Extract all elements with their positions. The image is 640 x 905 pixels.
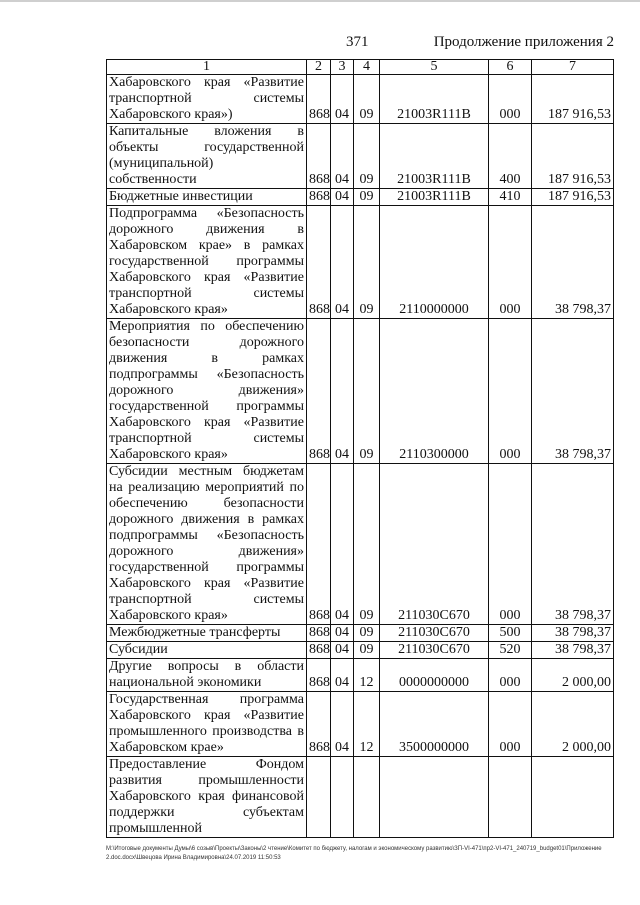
top-edge-line — [0, 0, 640, 2]
row-section: 04 — [331, 659, 354, 692]
row-expense-type — [489, 757, 532, 838]
row-ministry: 868 — [307, 692, 331, 757]
row-name: Межбюджетные трансферты — [107, 625, 307, 642]
row-target-article — [380, 757, 489, 838]
table-row — [107, 464, 614, 625]
row-ministry: 868 — [307, 642, 331, 659]
row-amount: 38 798,37 — [532, 642, 614, 659]
row-expense-type: 000 — [489, 206, 532, 319]
row-section: 04 — [331, 692, 354, 757]
row-subsection: 09 — [354, 319, 380, 464]
col-header: 6 — [489, 60, 532, 75]
row-amount: 38 798,37 — [532, 625, 614, 642]
row-amount: 2 000,00 — [532, 692, 614, 757]
row-amount: 38 798,37 — [532, 319, 614, 464]
page-number: 371 — [346, 34, 369, 50]
row-name: Государственная программа Хабаровского края «Развитие промышленного производства в Хабаровском крае» — [107, 692, 307, 757]
row-expense-type: 410 — [489, 189, 532, 206]
row-subsection: 09 — [354, 189, 380, 206]
row-expense-type: 520 — [489, 642, 532, 659]
table-row — [107, 319, 614, 464]
row-name: Хабаровского края «Развитие транспортной системы Хабаровского края») — [107, 75, 307, 124]
continuation-label: Продолжение приложения 2 — [433, 34, 614, 50]
row-ministry: 868 — [307, 124, 331, 189]
row-ministry: 868 — [307, 189, 331, 206]
row-amount: 187 916,53 — [532, 189, 614, 206]
row-name: Субсидии — [107, 642, 307, 659]
table-row — [107, 757, 614, 838]
row-section: 04 — [331, 319, 354, 464]
row-ministry: 868 — [307, 75, 331, 124]
col-header: 7 — [532, 60, 614, 75]
table-row — [107, 692, 614, 757]
row-target-article: 21003R111B — [380, 124, 489, 189]
row-subsection: 09 — [354, 206, 380, 319]
table-row — [107, 124, 614, 189]
row-expense-type: 000 — [489, 692, 532, 757]
row-ministry: 868 — [307, 206, 331, 319]
row-expense-type: 000 — [489, 319, 532, 464]
document-path-footer: M:\Итоговые документы Думы\6 созыв\Проекты\Законы\2 чтение\Комитет по бюджету, налогам и экономическому развитию\ЗП-VI-471\пр2-VI-471_240719_budget01\Приложение 2.doc.docx\Швецова Ирина Владимировна\24.07.2019 11:50:53 — [106, 846, 602, 861]
table-row — [107, 206, 614, 319]
row-section: 04 — [331, 642, 354, 659]
row-expense-type: 500 — [489, 625, 532, 642]
row-expense-type: 000 — [489, 464, 532, 625]
row-section — [331, 757, 354, 838]
row-ministry: 868 — [307, 659, 331, 692]
row-section: 04 — [331, 206, 354, 319]
row-target-article: 3500000000 — [380, 692, 489, 757]
col-header: 2 — [307, 60, 331, 75]
table-row — [107, 625, 614, 642]
row-subsection: 12 — [354, 659, 380, 692]
row-name: Предоставление Фондом развития промышленности Хабаровского края финансовой поддержки субъектам промышленной — [107, 757, 307, 838]
header-row — [107, 60, 614, 75]
row-ministry: 868 — [307, 464, 331, 625]
table-row — [107, 189, 614, 206]
row-amount — [532, 757, 614, 838]
col-header: 1 — [107, 60, 307, 75]
row-subsection: 09 — [354, 625, 380, 642]
row-ministry — [307, 757, 331, 838]
row-target-article: 2110000000 — [380, 206, 489, 319]
row-target-article: 211030C670 — [380, 625, 489, 642]
row-amount: 38 798,37 — [532, 206, 614, 319]
row-name: Субсидии местным бюджетам на реализацию мероприятий по обеспечению безопасности дорожного движения в рамках подпрограммы «Безопасность дорожного движения» государственной программы Хабаровского края «Развитие транспортной системы Хабаровского края» — [107, 464, 307, 625]
col-header: 3 — [331, 60, 354, 75]
row-section: 04 — [331, 124, 354, 189]
table-row — [107, 642, 614, 659]
row-amount: 2 000,00 — [532, 659, 614, 692]
row-section: 04 — [331, 625, 354, 642]
row-ministry: 868 — [307, 319, 331, 464]
row-target-article: 21003R111B — [380, 75, 489, 124]
row-subsection — [354, 757, 380, 838]
row-ministry: 868 — [307, 625, 331, 642]
table-row — [107, 75, 614, 124]
row-target-article: 2110300000 — [380, 319, 489, 464]
row-name: Капитальные вложения в объекты государственной (муниципальной) собственности — [107, 124, 307, 189]
row-name: Мероприятия по обеспечению безопасности дорожного движения в рамках подпрограммы «Безопасность дорожного движения» государственной программы Хабаровского края «Развитие транспортной системы Хабаровского края» — [107, 319, 307, 464]
row-amount: 38 798,37 — [532, 464, 614, 625]
row-name: Подпрограмма «Безопасность дорожного движения в Хабаровском крае» в рамках государственной программы Хабаровского края «Развитие транспортной системы Хабаровского края» — [107, 206, 307, 319]
row-amount: 187 916,53 — [532, 75, 614, 124]
row-expense-type: 400 — [489, 124, 532, 189]
row-subsection: 12 — [354, 692, 380, 757]
row-subsection: 09 — [354, 642, 380, 659]
row-subsection: 09 — [354, 75, 380, 124]
row-subsection: 09 — [354, 124, 380, 189]
table-row — [107, 659, 614, 692]
row-subsection: 09 — [354, 464, 380, 625]
row-target-article: 0000000000 — [380, 659, 489, 692]
row-section: 04 — [331, 75, 354, 124]
row-expense-type: 000 — [489, 75, 532, 124]
row-target-article: 211030C670 — [380, 464, 489, 625]
row-name: Бюджетные инвестиции — [107, 189, 307, 206]
col-header: 4 — [354, 60, 380, 75]
row-amount: 187 916,53 — [532, 124, 614, 189]
row-section: 04 — [331, 464, 354, 625]
budget-table — [106, 59, 614, 838]
row-expense-type: 000 — [489, 659, 532, 692]
row-name: Другие вопросы в области национальной экономики — [107, 659, 307, 692]
row-target-article: 211030C670 — [380, 642, 489, 659]
row-target-article: 21003R111B — [380, 189, 489, 206]
row-section: 04 — [331, 189, 354, 206]
col-header: 5 — [380, 60, 489, 75]
